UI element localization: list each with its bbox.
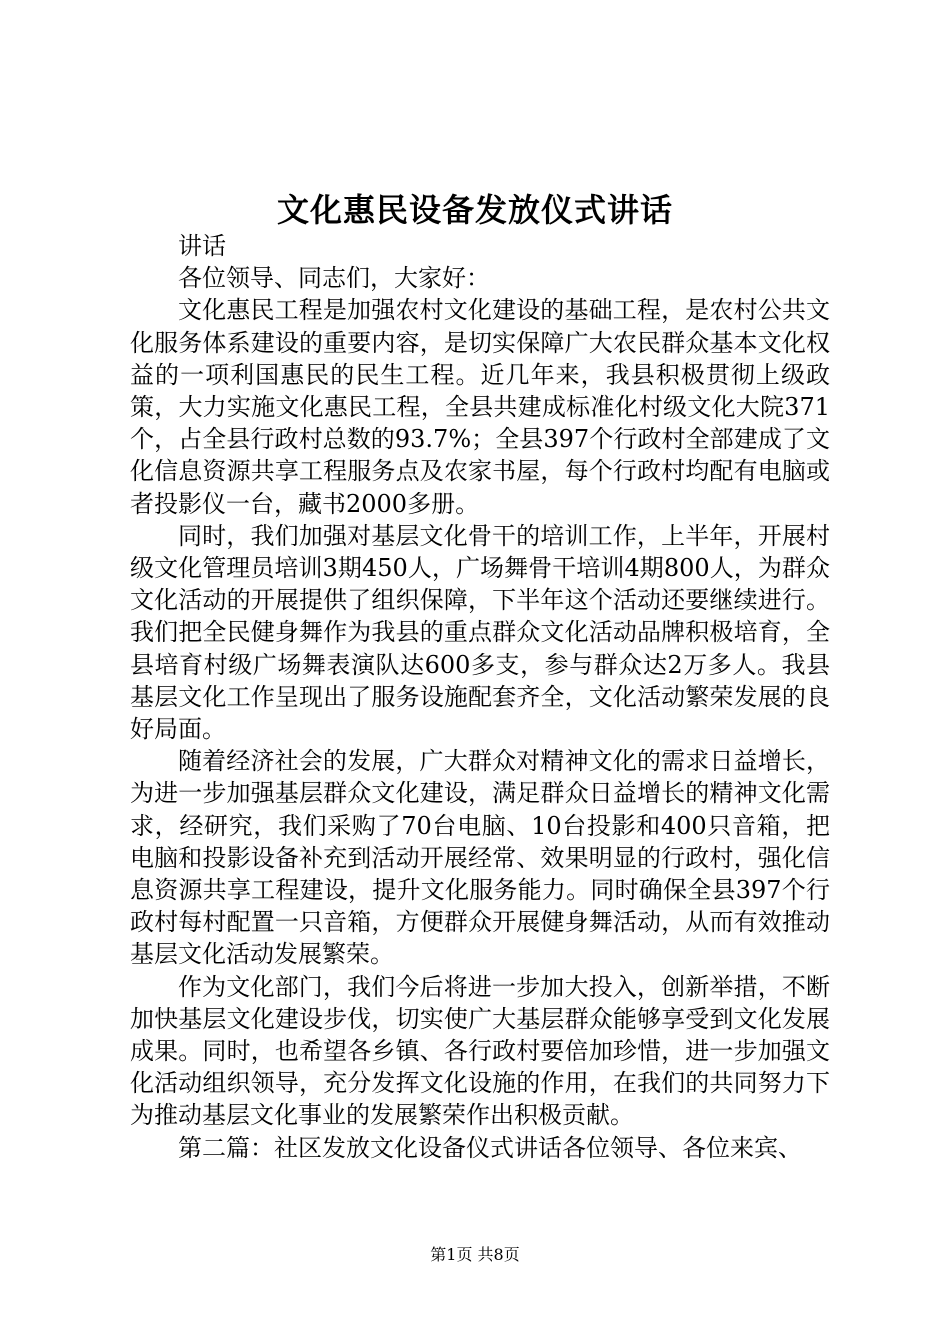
paragraph: 讲话	[178, 232, 226, 260]
page-number-footer: 第1页 共8页	[430, 1245, 520, 1264]
paragraph: 第二篇：社区发放文化设备仪式讲话各位领导、各位来宾、	[178, 1133, 802, 1162]
document-body	[130, 230, 830, 1164]
paragraph: 同时，我们加强对基层文化骨干的培训工作，上半年，开展村级文化管理员培训3期450人，广场舞骨干培训4期800人，为群众文化活动的开展提供了组织保障，下半年这个活动还要继续进行。我们把全民健身舞作为我县的重点群众文化活动品牌积极培育，全县培育村级广场舞表演队达600多支，参与群众达2万多人。我县基层文化工作呈现出了服务设施配套齐全，文化活动繁荣发展的良好局面。	[130, 521, 830, 744]
document-title: 文化惠民设备发放仪式讲话	[276, 191, 673, 229]
paragraph: 随着经济社会的发展，广大群众对精神文化的需求日益增长，为进一步加强基层群众文化建设，满足群众日益增长的精神文化需求，经研究，我们采购了70台电脑、10台投影和400只音箱，把电脑和投影设备补充到活动开展经常、效果明显的行政村，强化信息资源共享工程建设，提升文化服务能力。同时确保全县397个行政村每村配置一只音箱，方便群众开展健身舞活动，从而有效推动基层文化活动发展繁荣。	[130, 747, 830, 969]
paragraph: 各位领导、同志们，大家好：	[178, 264, 490, 293]
paragraph: 文化惠民工程是加强农村文化建设的基础工程，是农村公共文化服务体系建设的重要内容，是切实保障广大农民群众基本文化权益的一项利国惠民的民生工程。近几年来，我县积极贯彻上级政策，大力实施文化惠民工程，全县共建成标准化村级文化大院371个，占全县行政村总数的93.7%；全县397个行政村全部建成了文化信息资源共享工程服务点及农家书屋，每个行政村均配有电脑或者投影仪一台，藏书2000多册。	[130, 296, 830, 518]
paragraph: 作为文化部门，我们今后将进一步加大投入，创新举措，不断加快基层文化建设步伐，切实使广大基层群众能够享受到文化发展成果。同时，也希望各乡镇、各行政村要倍加珍惜，进一步加强文化活动组织领导，充分发挥文化设施的作用，在我们的共同努力下为推动基层文化事业的发展繁荣作出积极贡献。	[130, 972, 830, 1130]
